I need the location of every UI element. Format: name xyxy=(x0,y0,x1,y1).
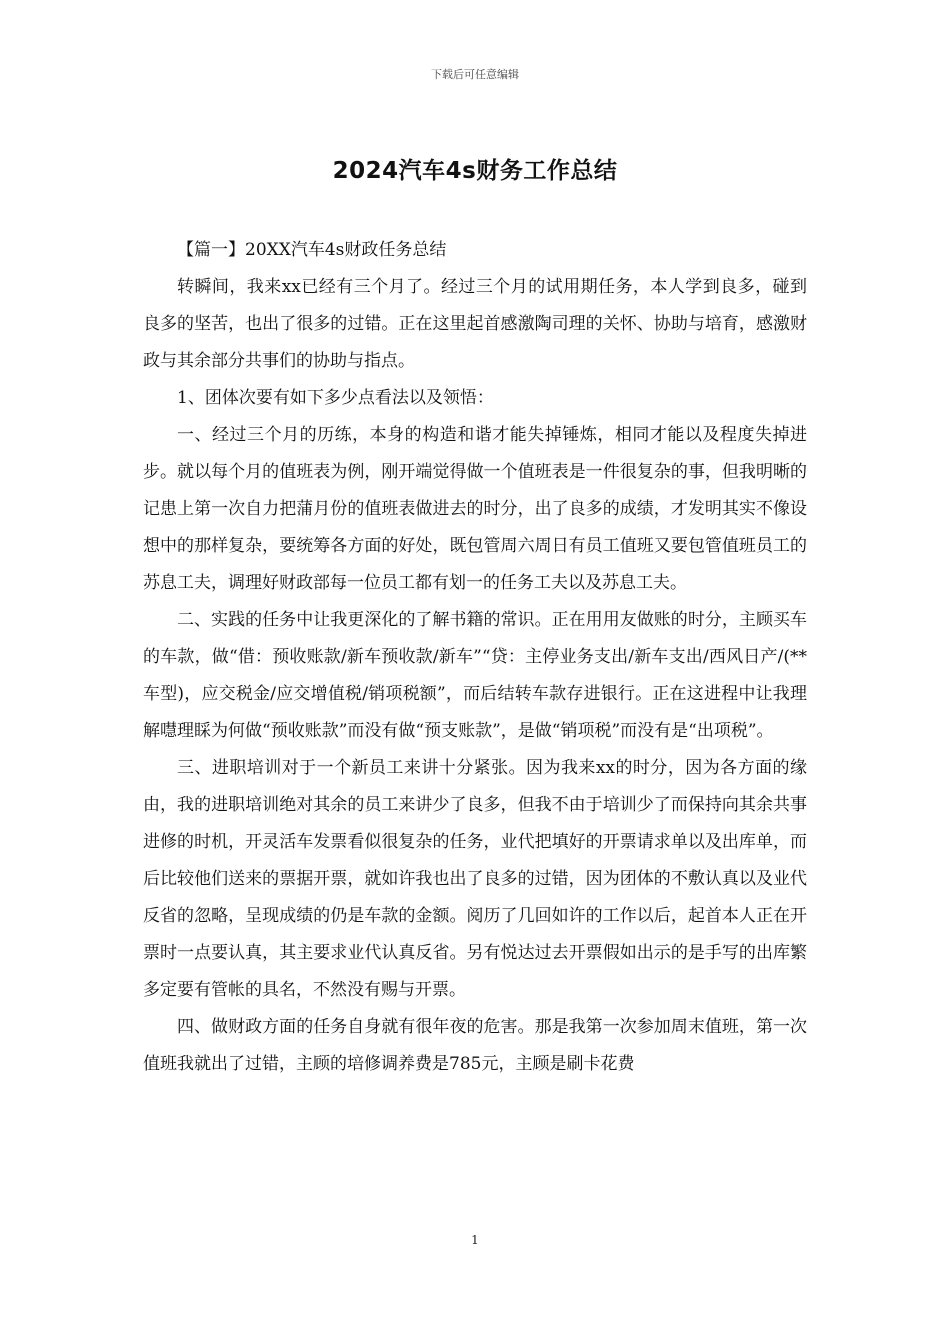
paragraph: 三、进职培训对于一个新员工来讲十分紧张。因为我来xx的时分，因为各方面的缘由，我的进职培训绝对其余的员工来讲少了良多，但我不由于培训少了而保持向其余共事进修的时机，开灵活车发票看似很复杂的任务，业代把填好的开票请求单以及出库单，而后比较他们送来的票据开票，就如许我也出了良多的过错，因为团体的不敷认真以及业代反省的忽略，呈现成绩的仍是车款的金额。阅历了几回如许的工作以后，起首本人正在开票时一点要认真，其主要求业代认真反省。另有悦达过去开票假如出示的是手写的出库繁多定要有管帐的具名，不然没有赐与开票。 xyxy=(143,758,807,1000)
document-body xyxy=(143,232,807,1083)
paragraph: 四、做财政方面的任务自身就有很年夜的危害。那是我第一次参加周末值班，第一次值班我就出了过错，主顾的培修调养费是785元，主顾是刷卡花费 xyxy=(143,1017,807,1074)
document-title: 2024汽车4s财务工作总结 xyxy=(332,158,618,184)
paragraph: 【篇一】20XX汽车4s财政任务总结 xyxy=(177,240,447,260)
paragraph: 1、团体次要有如下多少点看法以及领悟： xyxy=(177,388,494,408)
page-header: 下载后可任意编辑 xyxy=(431,68,519,81)
page-number: 1 xyxy=(471,1233,479,1247)
paragraph: 一、经过三个月的历练，本身的构造和谐才能失掉锤炼，相同才能以及程度失掉进步。就以每个月的值班表为例，刚开端觉得做一个值班表是一件很复杂的事，但我明晰的记患上第一次自力把蒲月份的值班表做进去的时分，出了良多的成绩，才发明其实不像设想中的那样复杂，要统筹各方面的好处，既包管周六周日有员工值班又要包管值班员工的苏息工夫，调理好财政部每一位员工都有划一的任务工夫以及苏息工夫。 xyxy=(143,425,807,593)
paragraph: 二、实践的任务中让我更深化的了解书籍的常识。正在用用友做账的时分，主顾买车的车款，做“借：预收账款/新车预收款/新车”“贷：主停业务支出/新车支出/西风日产/(**车型)，应交税金/应交增值税/销项税额”，而后结转车款存进银行。正在这进程中让我理解嚖理睬为何做“预收账款”而没有做“预支账款”，是做“销项税”而没有是“出项税”。 xyxy=(143,610,807,741)
paragraph: 转瞬间，我来xx已经有三个月了。经过三个月的试用期任务，本人学到良多，碰到良多的坚苦，也出了很多的过错。正在这里起首感激陶司理的关怀、协助与培育，感激财政与其余部分共事们的协助与指点。 xyxy=(143,277,807,371)
